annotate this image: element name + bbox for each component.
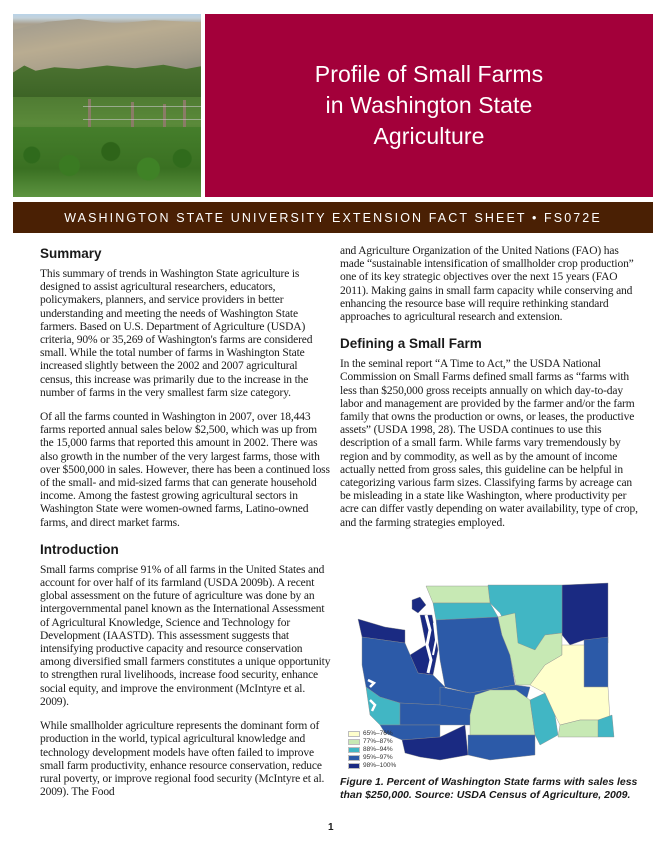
page-number: 1	[328, 822, 334, 833]
legend-swatch-95-97	[348, 755, 360, 761]
legend-item	[348, 762, 396, 770]
legend-item	[348, 738, 396, 746]
legend-label: 77%–87%	[363, 738, 393, 745]
document-title-line-1: Profile of Small Farms	[314, 61, 544, 87]
banner-text: WASHINGTON STATE UNIVERSITY EXTENSION FACT SHEET • FS072E	[64, 210, 602, 225]
legend-label: 95%–97%	[363, 754, 393, 761]
legend-swatch-65-76	[348, 731, 360, 737]
figure-caption: Figure 1. Percent of Washington State farms with sales less than $250,000. Source: USDA Census of Agriculture, 2009.	[340, 776, 638, 801]
continued-paragraph: and Agriculture Organization of the United Nations (FAO) has made “sustainable intensification of smallholder crop production” one of its key strategic objectives over the next 15 years (FAO 2011). Making gains in small farm capacity while conserving and enhancing the resource base will require rethinking standard approaches to agricultural research and extension.	[340, 245, 634, 324]
right-column	[340, 245, 640, 541]
introduction-heading: Introduction	[40, 541, 119, 557]
defining-heading: Defining a Small Farm	[340, 336, 482, 352]
vegetable-rows	[13, 127, 201, 197]
title-box	[205, 14, 653, 197]
series-banner	[13, 202, 653, 233]
legend-label: 98%–100%	[363, 762, 397, 769]
document-title-line-2: in Washington State	[325, 92, 533, 118]
legend-item	[348, 754, 396, 762]
legend-label: 88%–94%	[363, 746, 393, 753]
left-column	[40, 245, 332, 810]
map-legend	[348, 730, 396, 770]
introduction-paragraph-1: Small farms comprise 91% of all farms in the United States and account for over half of its farmland (USDA 2009b). A recent global assessment on the future of agriculture was done by an intergovernmental panel known as the International Assessment of Agricultural Knowledge, Science and Technology for Development (IAASTD). This assessment suggests that intensifying productive capacity and resource conservation among diversified small farmers constitutes a unique opportunity to strengthen rural livelihoods, increase food security, enhance social equity, and improve the environment (McIntyre et al. 2009).	[40, 563, 331, 708]
legend-item	[348, 730, 396, 738]
fence-wire	[83, 119, 201, 120]
legend-swatch-98-100	[348, 763, 360, 769]
legend-item	[348, 746, 396, 754]
summary-heading: Summary	[40, 246, 102, 261]
legend-swatch-77-87	[348, 739, 360, 745]
cover-photo	[13, 14, 201, 197]
legend-swatch-88-94	[348, 747, 360, 753]
legend-label: 65%–76%	[363, 730, 393, 737]
document-title-line-3: Agriculture	[373, 123, 485, 149]
summary-paragraph-2: Of all the farms counted in Washington in 2007, over 18,443 farms reported annual sales below $2,500, which was up from the 15,000 farms that reported this amount in 2002. There was also growth in the number of the very largest farms, those with over $500,000 in sales. However, there has been a continued loss of the small- and mid-sized farms that can generate household income. Among the fastest growing agricultural sectors in Washington State were women-owned farms, Latino-owned farms, and direct market farms.	[40, 411, 330, 529]
introduction-paragraph-2: While smallholder agriculture represents the dominant form of production in the world, typical agricultural knowledge and technology development models have often failed to improve small farm productivity, enhance resource conservation, reduce rural poverty, or improve regional food security (McIntyre et al. 2009). The Food	[40, 720, 325, 799]
fence-wire	[83, 106, 201, 107]
defining-paragraph: In the seminal report “A Time to Act,” the USDA National Commission on Small Farms defined small farms as “farms with less than $250,000 gross receipts annually on which day-to-day labor and management are provided by the farmer and/or the farm family that owns the production or owns, or leases, the productive assets” (USDA 1998, 28). The USDA continues to use this description of a small farm. While farms vary tremendously by region and by commodity, as well as by the amount of income actually netted from gross sales, this guideline can be helpful in categorizing various farm sizes. Classifying farms by acreage can be misleading in a state like Washington, where productivity per acre can differ vastly depending on water availability, type of crop, and the farming strategies employed.	[340, 358, 638, 529]
summary-paragraph-1: This summary of trends in Washington State agriculture is designed to assist agricultural researchers, educators, policymakers, planners, and service providers in better understanding and meeting the needs of Washington State farmers. Based on U.S. Department of Agriculture (USDA) criteria, 90% or 35,269 of Washington's farms are considered small. While the total number of farms in Washington State increased slightly between the 2002 and 2007 agricultural census, this increase was primarily due to the increase in the number of farms in the very smallest farm size category.	[40, 268, 313, 399]
